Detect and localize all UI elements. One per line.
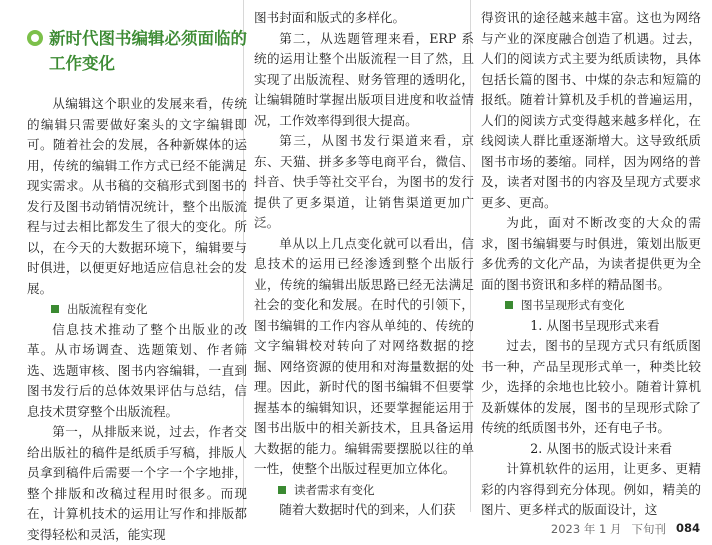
subheading [254,480,474,501]
paragraph: 第一，从排版来说，过去，作者交给出版社的稿件是纸质手写稿，排版人员拿到稿件后需要一个字一个字地排，整个排版和改稿过程用时很多。而现在，计算机技术的运用让写作和排版都变得轻松和灵活，能实现 [27,424,247,542]
section-title-text: 新时代图书编辑必须面临的工作变化 [49,29,247,73]
paragraph: 得资讯的途径越来越丰富。这也为网络与产业的深度融合创造了机遇。过去，人们的阅读方式主要为纸质读物，具体包括长篇的图书、中煤的杂志和短篇的报纸。随着计算机及手机的普遍运用，人们的阅读方式变得越来越多样化，在线阅读人群比重逐渐增大。这导致纸质图书市场的萎缩。同样，因为网络的普及，读者对图书的内容及呈现方式要求更多、更高。 [481,10,701,210]
paragraph: 过去，图书的呈现方式只有纸质图书一种，产品呈现形式单一，种类比较少，选择的余地也比较小。随着计算机及新媒体的发展，图书的呈现形式除了传统的纸质图书外，还有电子书。 [481,338,701,435]
paragraph: 图书封面和版式的多样化。 [254,10,406,25]
subheading-text: 读者需求有变化 [294,482,375,497]
square-bullet-icon [505,301,513,309]
square-bullet-icon [51,305,59,313]
paragraph: 为此，面对不断改变的大众的需求，图书编辑要与时俱进，策划出版更多优秀的文化产品，为读者提供更为全面的图书资讯和多样的精品图书。 [481,215,701,292]
circle-bullet-icon [27,30,43,46]
numbered-heading: 2. 从图书的版式设计来看 [530,440,673,456]
paragraph: 随着大数据时代的到来，人们获 [279,502,456,517]
numbered-heading: 1. 从图书呈现形式来看 [530,317,660,333]
subheading [27,299,247,320]
column-1 [27,26,247,545]
paragraph: 第三，从图书发行渠道来看，京东、天猫、拼多多等电商平台，微信、抖音、快手等社交平台，为图书的发行提供了更多渠道，让销售渠道更加广泛。 [254,133,474,230]
paragraph: 信息技术推动了整个出版业的改革。从市场调查、选题策划、作者筛选、选题审核、图书内容编辑，一直到图书发行后的总体效果评估与总结，信息技术贯穿整个出版流程。 [27,321,247,419]
issue-date: 2023 年 1 月 [550,522,622,536]
square-bullet-icon [278,486,286,494]
subheading [481,295,701,316]
subheading-text: 出版流程有变化 [67,302,148,316]
page-number: 084 [675,521,700,535]
paragraph: 单从以上几点变化就可以看出，信息技术的运用已经渗透到整个出版行业，传统的编辑出版思路已经无法满足社会的变化和发展。在时代的引领下，图书编辑的工作内容从单纯的、传统的文字编辑校对转向了对网络数据的挖掘、网络资源的使用和对海量数据的处理。因此，新时代的图书编辑不但要掌握基本的编辑知识，还要掌握能运用于图书出版中的相关新技术，且具备运用大数据的能力。编辑需要摆脱以往的单一性，使整个出版过程更加立体化。 [254,235,474,476]
paragraph: 计算机软件的运用，让更多、更精彩的内容得到充分体现。例如，精美的图片、更多样式的版面设计，这 [481,461,701,517]
paragraph: 从编辑这个职业的发展来看，传统的编辑只需要做好案头的文字编辑即可。随着社会的发展，各种新媒体的运用，传统的编辑工作方式已经不能满足现实需求。从书稿的交稿形式到图书的发行及图书动销情况统计，整个出版流程与过去相比都发生了很大的变化。所以，在今天的大数据环境下，编辑要与时俱进，以便更好地适应信息社会的发展。 [27,96,247,296]
subheading-text: 图书呈现形式有变化 [521,298,625,312]
page-footer [500,521,700,537]
section-heading [27,26,247,76]
paragraph: 第二，从选题管理来看，ERP 系统的运用让整个出版流程一目了然，且实现了出版流程、财务管理的透明化，让编辑随时掌握出版项目进度和收益情况，工作效率得到很大提高。 [254,30,474,128]
column-2 [254,8,474,521]
issue-name: 下旬刊 [631,522,666,536]
column-3 [481,8,701,521]
